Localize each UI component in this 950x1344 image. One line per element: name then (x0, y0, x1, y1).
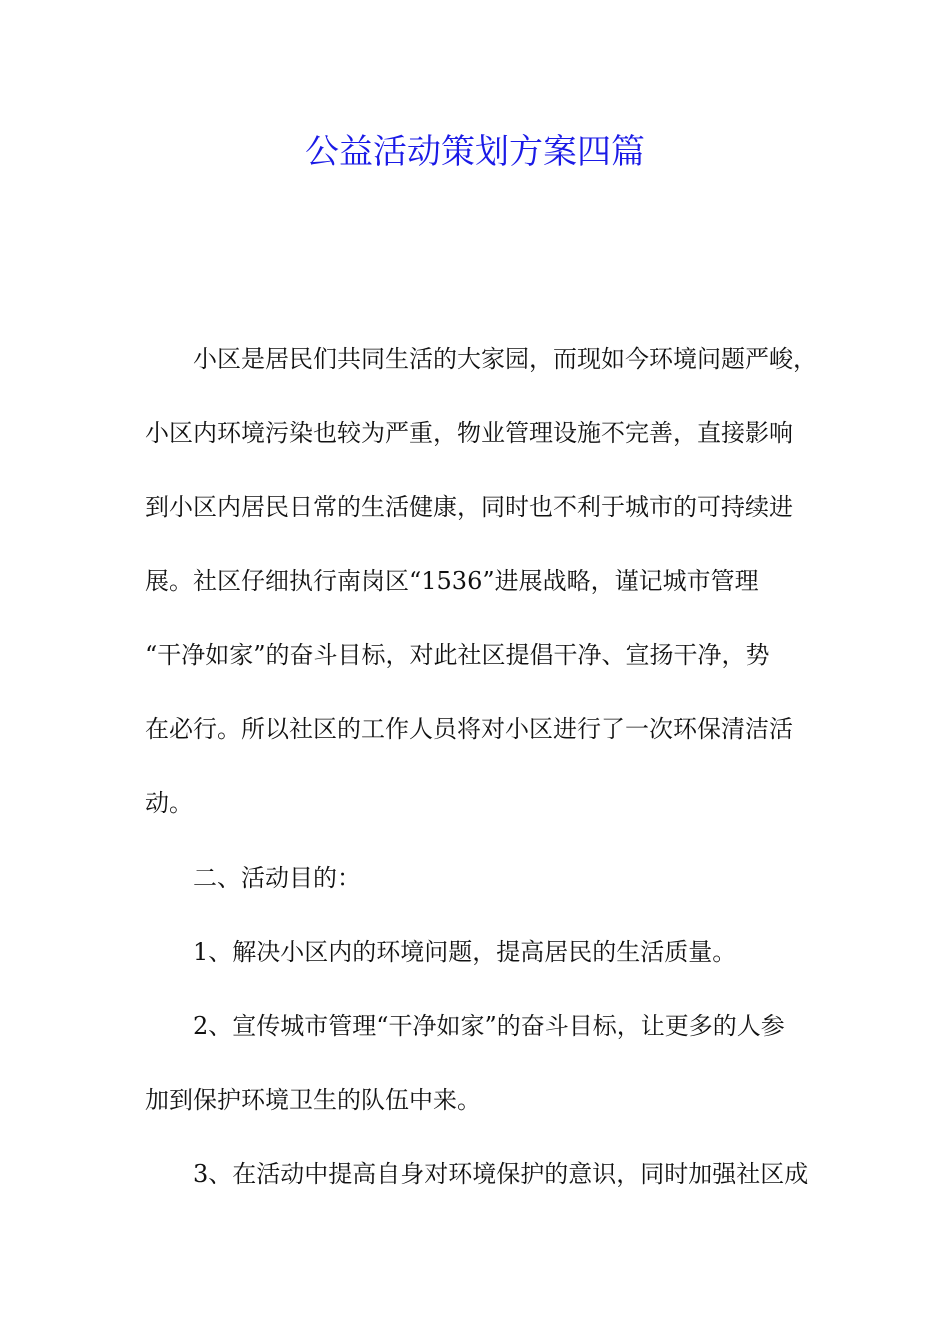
list-item-continuation: 加到保护环境卫生的队伍中来。 (145, 1086, 481, 1114)
paragraph-line: 到小区内居民日常的生活健康，同时也不利于城市的可持续进 (145, 493, 793, 521)
document-title: 公益活动策划方案四篇 (305, 132, 645, 172)
list-item: 3、在活动中提高自身对环境保护的意识，同时加强社区成 (145, 1160, 809, 1188)
paragraph-line: 小区是居民们共同生活的大家园，而现如今环境问题严峻， (145, 345, 817, 373)
list-item: 1、解决小区内的环境问题，提高居民的生活质量。 (145, 938, 737, 966)
paragraph-line: 在必行。所以社区的工作人员将对小区进行了一次环保清洁活 (145, 715, 793, 743)
paragraph-line: 展。社区仔细执行南岗区“1536”进展战略，谨记城市管理 (145, 567, 759, 595)
section-heading: 二、活动目的： (145, 864, 361, 892)
paragraph-line: “干净如家”的奋斗目标，对此社区提倡干净、宣扬干净，势 (145, 641, 770, 669)
paragraph-line: 动。 (145, 789, 193, 817)
paragraph-line: 小区内环境污染也较为严重，物业管理设施不完善，直接影响 (145, 419, 793, 447)
list-item: 2、宣传城市管理“干净如家”的奋斗目标，让更多的人参 (145, 1012, 785, 1040)
